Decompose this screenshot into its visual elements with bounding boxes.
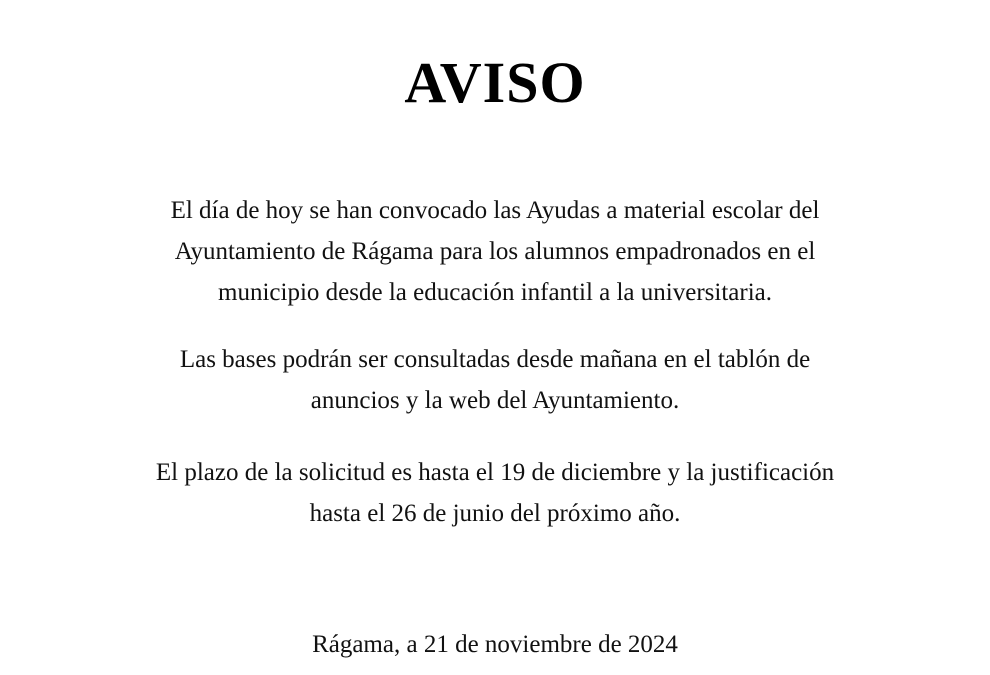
paragraph-line: El plazo de la solicitud es hasta el 19 de diciembre y la justificación <box>155 459 835 486</box>
paragraph-line: hasta el 26 de junio del próximo año. <box>309 500 681 527</box>
paragraph-announcement <box>0 190 990 313</box>
notice-title: AVISO <box>404 50 586 115</box>
paragraph-line: anuncios y la web del Ayuntamiento. <box>310 387 680 414</box>
paragraph-line: municipio desde la educación infantil a la universitaria. <box>218 279 772 306</box>
paragraph-line: El día de hoy se han convocado las Ayudas a material escolar del <box>170 197 820 224</box>
paragraph-line: Las bases podrán ser consultadas desde mañana en el tablón de <box>179 346 811 373</box>
place-and-date: Rágama, a 21 de noviembre de 2024 <box>312 631 678 658</box>
paragraph-bases <box>0 339 990 421</box>
paragraph-deadline <box>0 452 990 534</box>
paragraph-line: Ayuntamiento de Rágama para los alumnos empadronados en el <box>174 238 816 265</box>
